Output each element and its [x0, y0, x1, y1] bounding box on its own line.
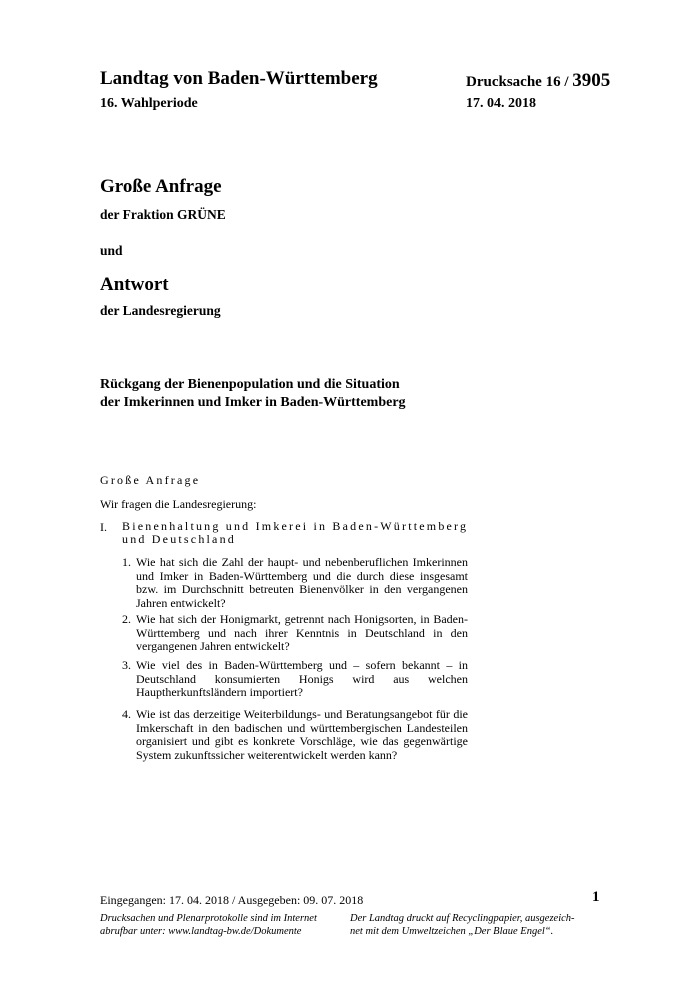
- page-number: 1: [592, 889, 600, 905]
- question-item: [122, 659, 468, 700]
- footer-left-line-1: Drucksachen und Plenarprotokolle sind im Internet: [100, 913, 317, 924]
- question-item: [122, 708, 468, 762]
- section-number: I.: [100, 520, 107, 534]
- legislative-period: 16. Wahlperiode: [100, 96, 198, 111]
- question-text: Wie hat sich die Zahl der haupt- und nebenberuflichen Imkerinnen und Imker in Baden-Württemberg und die durch diese insgesamt bzw. im Durchschnitt betreuten Bienenvölker in den vergangenen Jahren entwickelt?: [136, 555, 468, 610]
- question-text: Wie viel des in Baden-Württemberg und – sofern bekannt – in Deutschland konsumierten Honigs wird aus welchen Hauptherkunftsländern importiert?: [136, 658, 468, 700]
- footer-right-line-2: net mit dem Umweltzeichen „Der Blaue Engel“.: [350, 925, 554, 937]
- question-number: 3.: [122, 658, 131, 672]
- section-heading: Große Anfrage: [100, 473, 201, 487]
- faction-line: der Fraktion GRÜNE: [100, 207, 226, 222]
- received-issued-dates: Eingegangen: 17. 04. 2018 / Ausgegeben: 09. 07. 2018: [100, 893, 364, 907]
- section-title: Bienenhaltung und Imkerei in Baden-Württemberg und Deutschland: [122, 519, 469, 546]
- footer-right-line-1: Der Landtag druckt auf Recyclingpapier, ausgezeich-: [350, 913, 575, 924]
- footer-recycling-note: [350, 913, 585, 938]
- question-number: 2.: [122, 612, 131, 626]
- question-text: Wie hat sich der Honigmarkt, getrennt nach Honigsorten, in Baden-Württemberg und nach ihrer Kenntnis in Deutschland in den vergangenen Jahren entwickelt?: [136, 612, 468, 654]
- parliament-name: Landtag von Baden-Württemberg: [100, 68, 378, 89]
- document-number: 3905: [572, 70, 611, 91]
- inquiry-heading: Große Anfrage: [100, 176, 222, 197]
- and-line: und: [100, 243, 123, 258]
- question-text: Wie ist das derzeitige Weiterbildungs- und Beratungsangebot für die Imkerschaft in den badischen und württembergischen Landesteilen organisiert und gibt es konkrete Vorschläge, wie das gegenwärtige System zukunftssicher weiterentwickelt werden kann?: [136, 707, 468, 762]
- footer-internet-note: [100, 913, 340, 938]
- document-title: [100, 376, 560, 412]
- title-line-2: der Imkerinnen und Imker in Baden-Württemberg: [100, 395, 406, 410]
- question-item: [122, 613, 468, 654]
- title-line-1: Rückgang der Bienenpopulation und die Situation: [100, 377, 400, 392]
- question-number: 1.: [122, 555, 131, 569]
- question-number: 4.: [122, 707, 131, 721]
- document-label: [466, 70, 610, 92]
- answer-heading: Antwort: [100, 274, 169, 295]
- document-slash: /: [560, 74, 573, 90]
- footer-left-line-2: abrufbar unter: www.landtag-bw.de/Dokumente: [100, 925, 302, 937]
- government-line: der Landesregierung: [100, 303, 221, 318]
- question-item: [122, 556, 468, 610]
- document-label-text: Drucksache 16: [466, 74, 561, 90]
- document-date: 17. 04. 2018: [466, 96, 536, 111]
- intro-text: Wir fragen die Landesregierung:: [100, 497, 257, 511]
